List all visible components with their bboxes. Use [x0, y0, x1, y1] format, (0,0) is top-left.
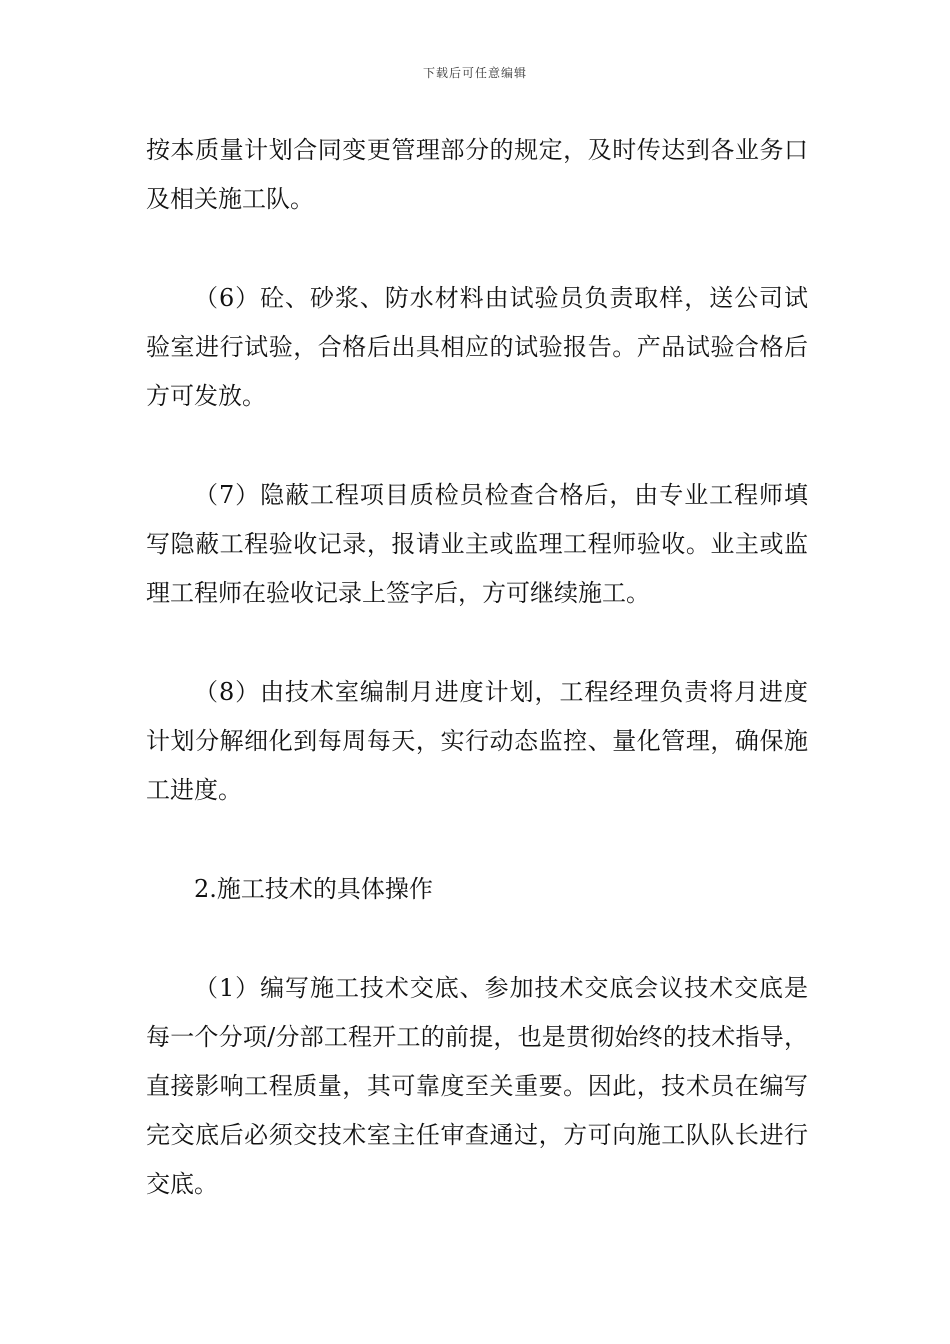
paragraph-continuation: 按本质量计划合同变更管理部分的规定，及时传达到各业务口及相关施工队。 [146, 136, 808, 213]
paragraph-item-8: （8）由技术室编制月进度计划，工程经理负责将月进度计划分解细化到每周每天，实行动态监控、量化管理，确保施工进度。 [146, 678, 808, 804]
section-heading: 2.施工技术的具体操作 [194, 875, 433, 903]
document-body [146, 126, 808, 1259]
paragraph-item-1: （1）编写施工技术交底、参加技术交底会议技术交底是每一个分项/分部工程开工的前提，也是贯彻始终的技术指导，直接影响工程质量，其可靠度至关重要。因此，技术员在编写完交底后必须交技术室主任审查通过，方可向施工队队长进行交底。 [146, 974, 808, 1198]
page-header: 下载后可任意编辑 [422, 66, 527, 80]
paragraph-item-7: （7）隐蔽工程项目质检员检查合格后，由专业工程师填写隐蔽工程验收记录，报请业主或监理工程师验收。业主或监理工程师在验收记录上签字后，方可继续施工。 [146, 481, 808, 607]
paragraph-item-6: （6）砼、砂浆、防水材料由试验员负责取样，送公司试验室进行试验，合格后出具相应的试验报告。产品试验合格后方可发放。 [146, 284, 808, 410]
